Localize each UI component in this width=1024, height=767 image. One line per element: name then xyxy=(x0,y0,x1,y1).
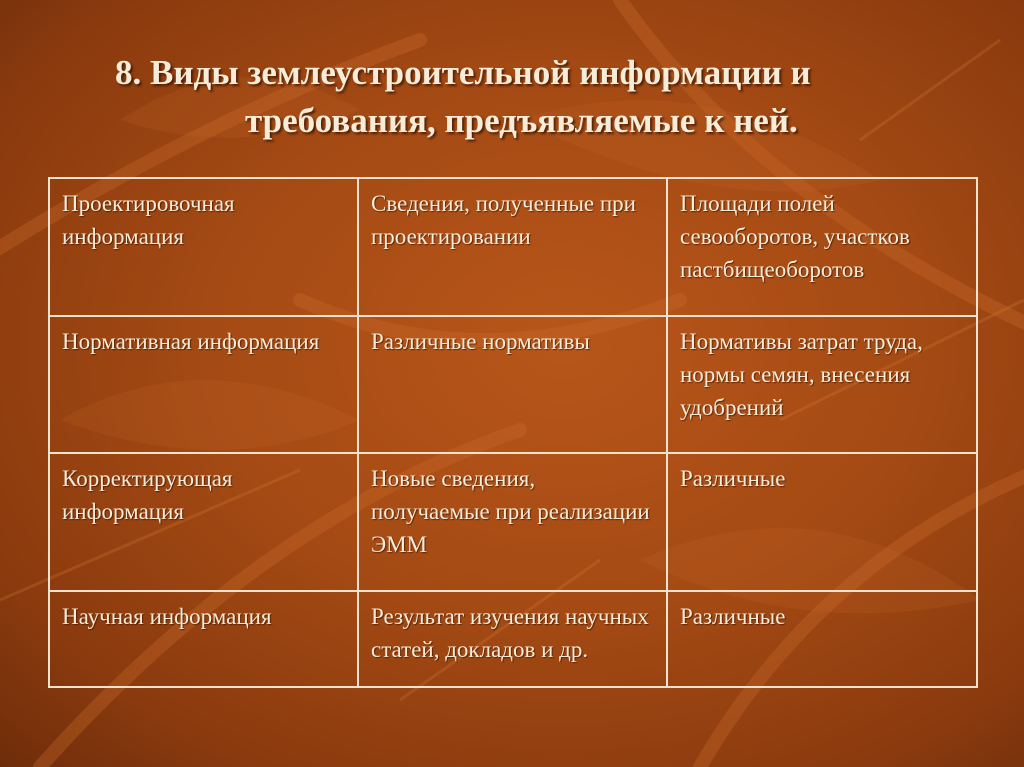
info-examples-cell: Нормативы затрат труда, нормы семян, внесения удобрений xyxy=(667,316,977,454)
info-type-cell: Научная информация xyxy=(49,591,358,687)
slide-title-line-1: 8. Виды землеустроительной информации и xyxy=(115,53,811,92)
table-row xyxy=(49,591,977,687)
info-description-cell: Различные нормативы xyxy=(358,316,667,454)
slide-title-line-2: требования, предъявляемые к ней. xyxy=(245,101,798,140)
table-row xyxy=(49,316,977,454)
info-type-cell: Нормативная информация xyxy=(49,316,358,454)
info-description-cell: Новые сведения, получаемые при реализации ЭММ xyxy=(358,453,667,591)
info-type-cell: Корректирующая информация xyxy=(49,453,358,591)
table-row xyxy=(49,453,977,591)
info-examples-cell: Различные xyxy=(667,591,977,687)
information-types-table xyxy=(48,177,978,688)
info-examples-cell: Площади полей севооборотов, участков пастбищеоборотов xyxy=(667,178,977,316)
info-description-cell: Результат изучения научных статей, докладов и др. xyxy=(358,591,667,687)
table-row xyxy=(49,178,977,316)
info-description-cell: Сведения, полученные при проектировании xyxy=(358,178,667,316)
info-type-cell: Проектировочная информация xyxy=(49,178,358,316)
info-examples-cell: Различные xyxy=(667,453,977,591)
